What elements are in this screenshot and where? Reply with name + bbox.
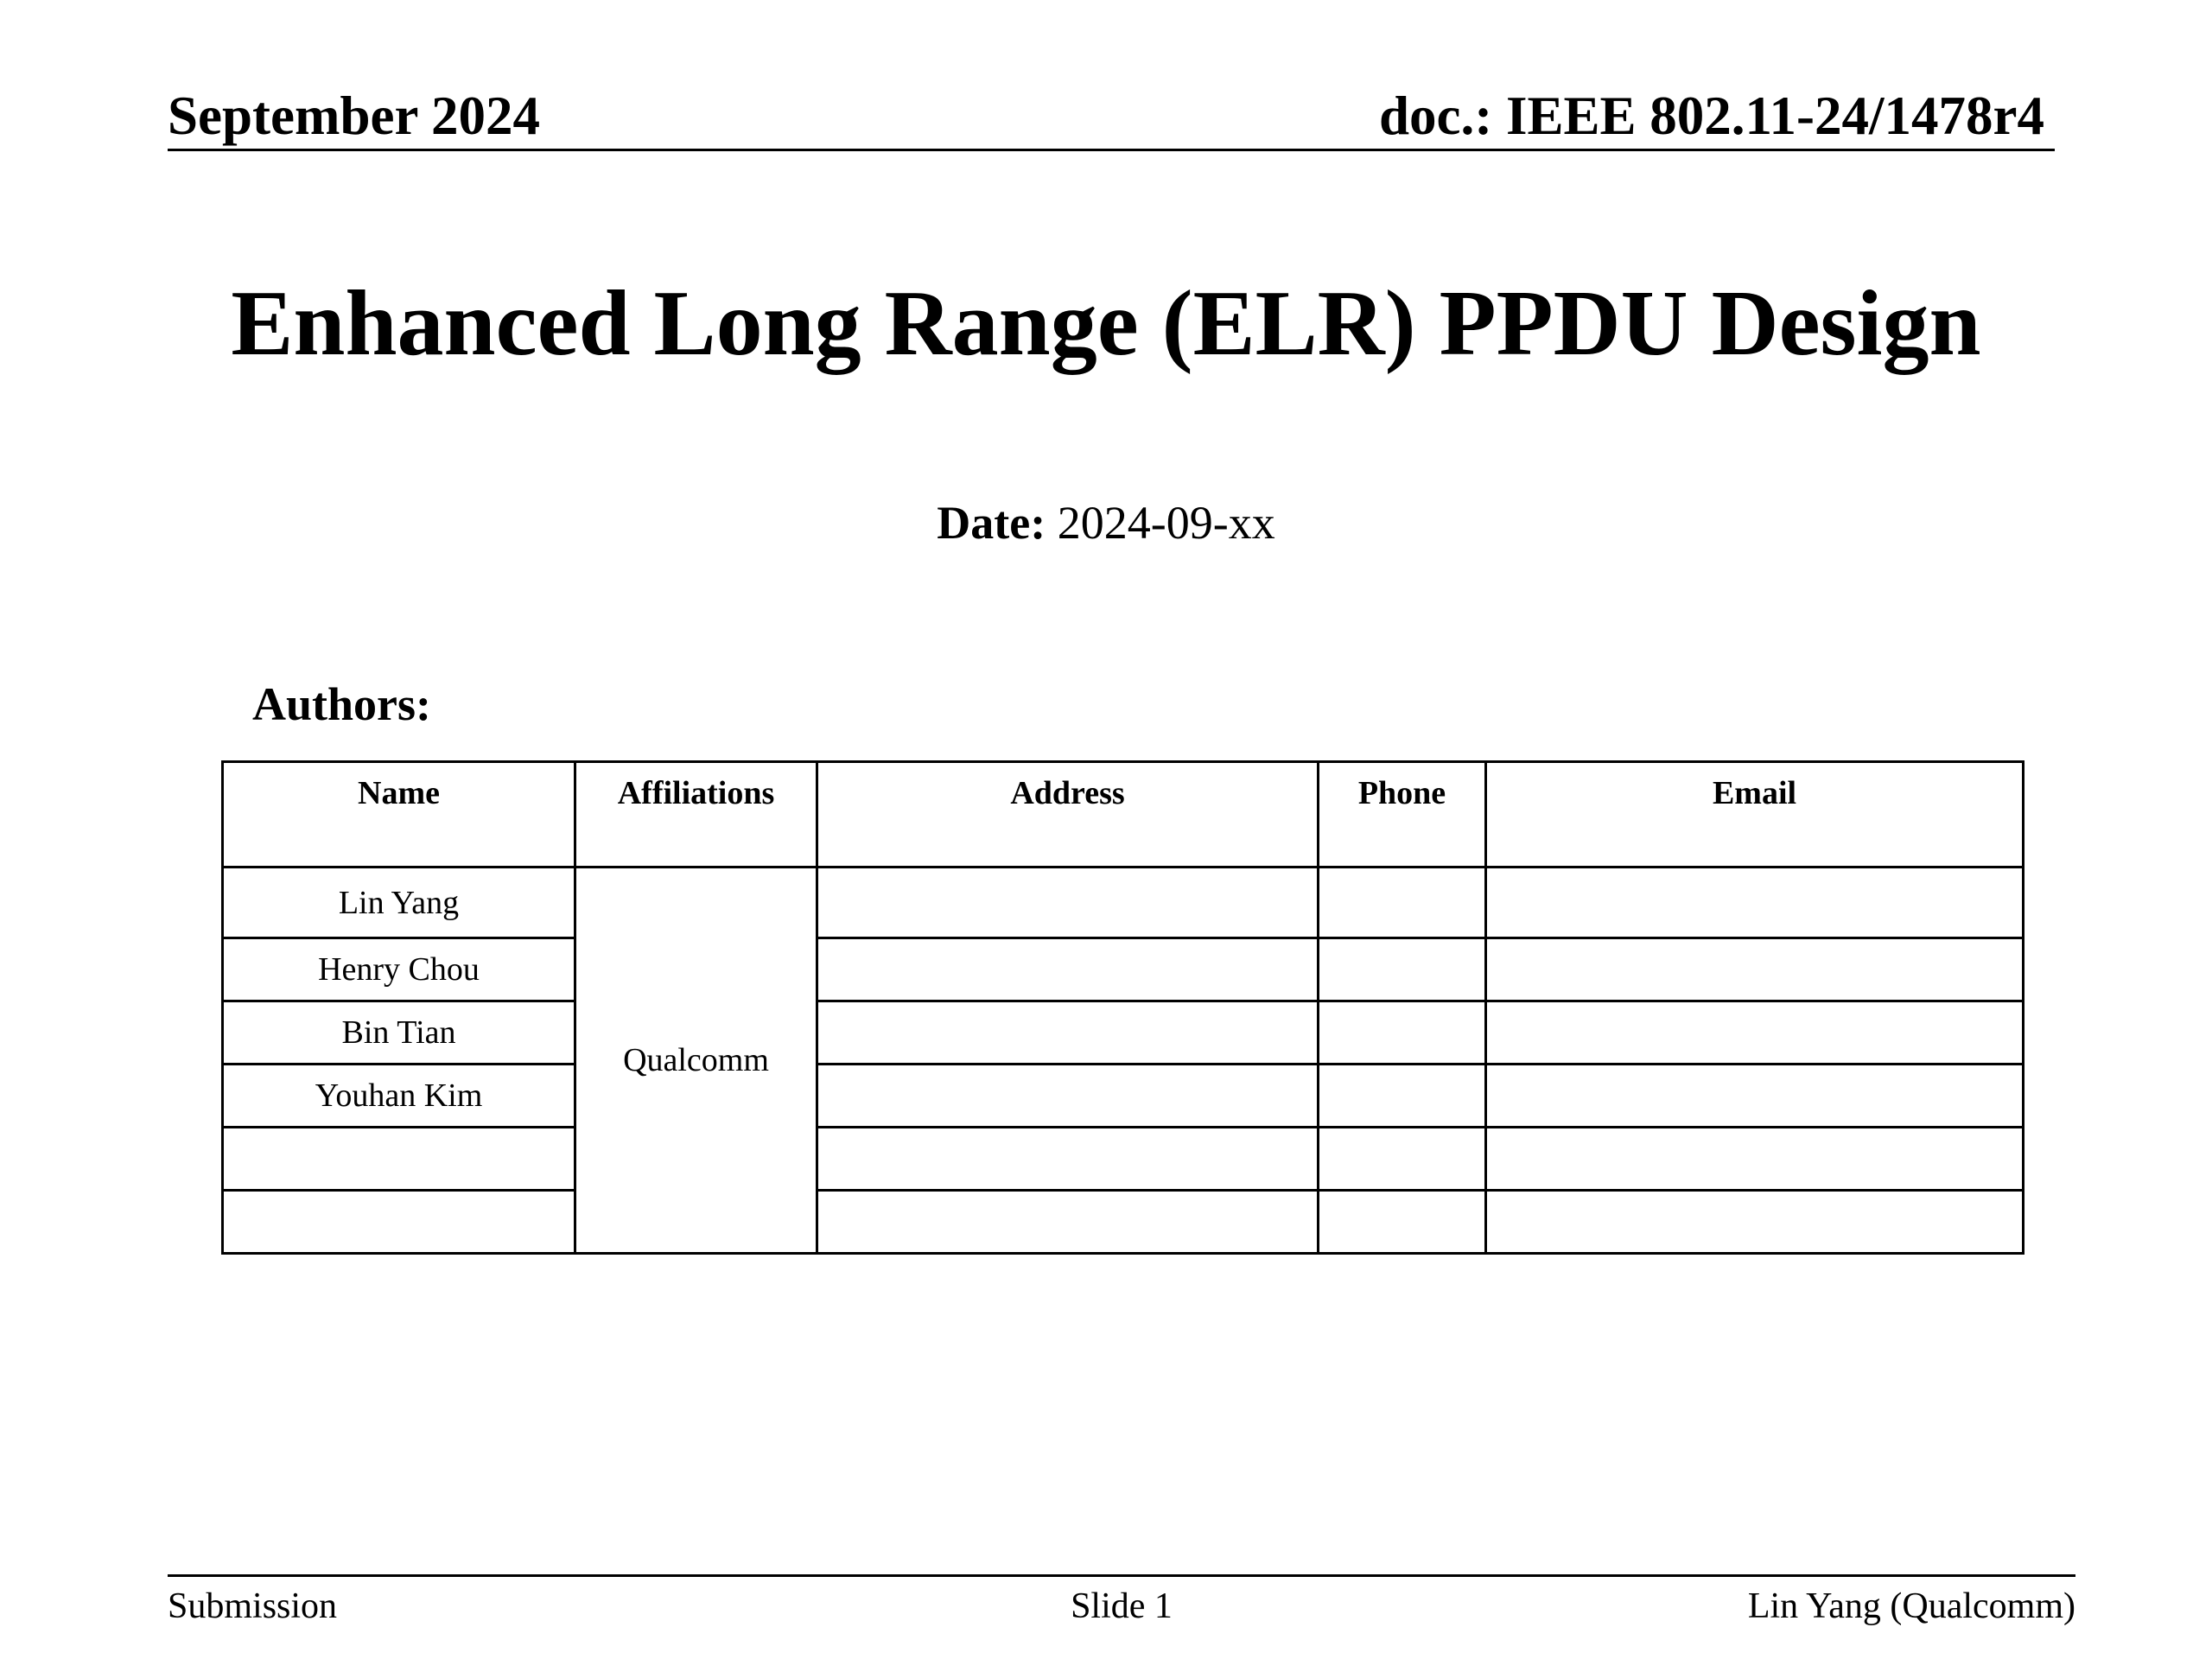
author-name-cell: [223, 1191, 575, 1254]
footer-author: Lin Yang (Qualcomm): [1747, 1586, 2075, 1626]
address-cell: [817, 1065, 1319, 1128]
phone-cell: [1319, 1001, 1486, 1065]
author-name-cell: Lin Yang: [223, 868, 575, 938]
author-name-cell: Henry Chou: [223, 938, 575, 1001]
table-row: [223, 938, 2024, 1001]
address-cell: [817, 1128, 1319, 1191]
phone-cell: [1319, 868, 1486, 938]
column-header-phone: Phone: [1319, 762, 1486, 868]
author-name-cell: Bin Tian: [223, 1001, 575, 1065]
phone-cell: [1319, 1191, 1486, 1254]
email-cell: [1486, 868, 2024, 938]
table-row: [223, 1001, 2024, 1065]
table-header-row: [223, 762, 2024, 868]
affiliation-cell: Qualcomm: [575, 868, 817, 1254]
author-name-cell: [223, 1128, 575, 1191]
authors-heading: Authors:: [252, 678, 432, 730]
address-cell: [817, 1191, 1319, 1254]
email-cell: [1486, 1001, 2024, 1065]
slide-title: Enhanced Long Range (ELR) PPDU Design: [231, 272, 1981, 375]
footer-slide-number: Slide 1: [1071, 1586, 1173, 1626]
date-label: Date:: [937, 497, 1046, 549]
date-value: 2024-09-xx: [1057, 497, 1275, 549]
column-header-affiliations: Affiliations: [575, 762, 817, 868]
email-cell: [1486, 1128, 2024, 1191]
column-header-name: Name: [223, 762, 575, 868]
address-cell: [817, 938, 1319, 1001]
header-doc-id: doc.: IEEE 802.11-24/1478r4: [1378, 86, 2044, 146]
address-cell: [817, 1001, 1319, 1065]
table-row: [223, 868, 2024, 938]
footer-submission: Submission: [168, 1586, 338, 1626]
phone-cell: [1319, 1065, 1486, 1128]
email-cell: [1486, 938, 2024, 1001]
phone-cell: [1319, 938, 1486, 1001]
column-header-address: Address: [817, 762, 1319, 868]
table-row: [223, 1191, 2024, 1254]
phone-cell: [1319, 1128, 1486, 1191]
date-line: [0, 493, 2212, 553]
column-header-email: Email: [1486, 762, 2024, 868]
authors-table: [221, 760, 2024, 1255]
slide-header: [168, 83, 2055, 151]
header-date: September 2024: [168, 86, 541, 146]
table-row: [223, 1065, 2024, 1128]
author-name-cell: Youhan Kim: [223, 1065, 575, 1128]
table-row: [223, 1128, 2024, 1191]
slide-footer: [168, 1574, 2075, 1634]
address-cell: [817, 868, 1319, 938]
email-cell: [1486, 1065, 2024, 1128]
email-cell: [1486, 1191, 2024, 1254]
